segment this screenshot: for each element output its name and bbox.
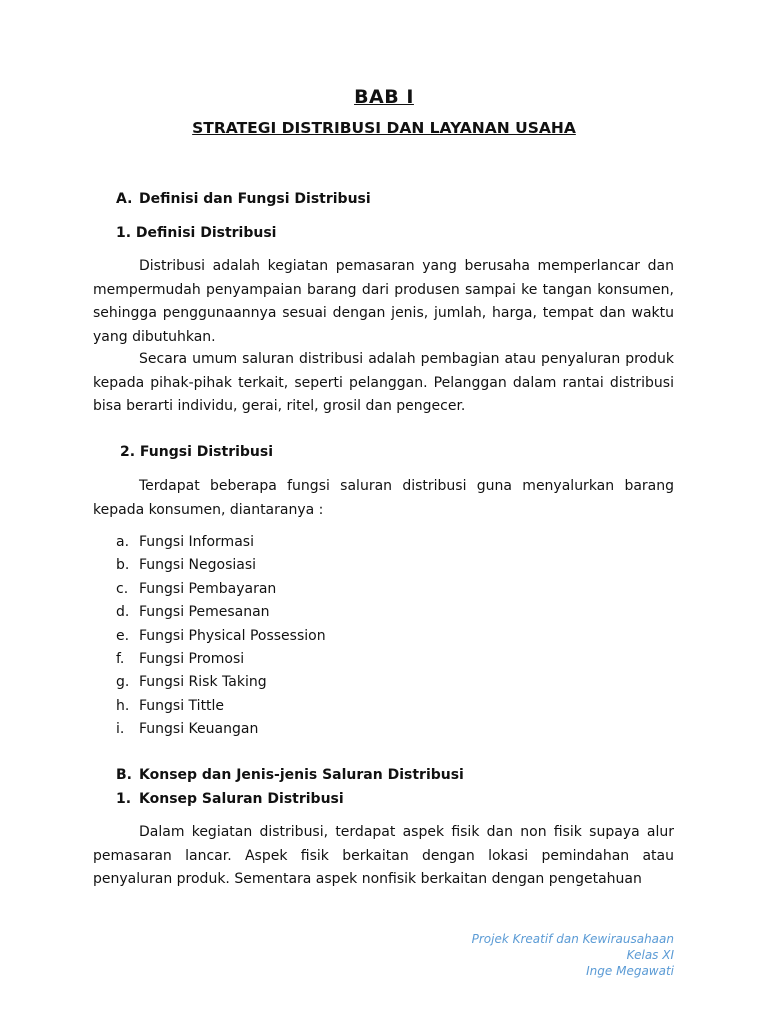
chapter-subtitle: STRATEGI DISTRIBUSI DAN LAYANAN USAHA — [192, 119, 576, 137]
subsection-a1-heading: 1. Definisi Distribusi — [116, 225, 277, 241]
list-item-letter: a. — [116, 534, 130, 550]
list-item-letter: h. — [116, 697, 130, 714]
list-item-letter: b. — [116, 557, 130, 574]
list-item-letter: d. — [116, 604, 130, 621]
section-b-marker: B. — [116, 767, 132, 783]
list-item-text: Fungsi Pemesanan — [139, 604, 270, 621]
page-footer — [472, 931, 674, 979]
list-item-text: Fungsi Tittle — [139, 697, 225, 714]
list-item-text: Fungsi Negosiasi — [139, 557, 257, 574]
list-item-text: Fungsi Risk Taking — [139, 674, 267, 691]
subsection-a2-heading: 2. Fungsi Distribusi — [120, 444, 274, 460]
footer-class: Kelas XI — [626, 948, 674, 962]
list-item — [116, 554, 326, 577]
section-a-label: Definisi dan Fungsi Distribusi — [139, 191, 371, 207]
list-item — [116, 648, 326, 671]
list-item — [116, 625, 326, 648]
list-item-letter: g. — [116, 674, 130, 691]
subsection-b1-label: Konsep Saluran Distribusi — [139, 791, 344, 807]
subsection-b1-heading — [116, 791, 344, 807]
section-a-heading — [116, 191, 371, 207]
list-item-text: Fungsi Promosi — [139, 651, 245, 668]
subsection-b1-marker: 1. — [116, 791, 132, 807]
list-item — [116, 695, 326, 718]
list-item — [116, 601, 326, 624]
paragraph-definisi-2: Secara umum saluran distribusi adalah pembagian atau penyaluran produk kepada pihak-pihak terkait, seperti pelanggan. Pelanggan dalam rantai distribusi bisa berarti individu, gerai, ritel, grosil dan pengecer. — [93, 351, 674, 414]
section-b-heading — [116, 767, 464, 783]
list-item — [116, 531, 326, 554]
function-list — [116, 531, 326, 742]
list-item-letter: f. — [116, 651, 125, 668]
list-item-text: Fungsi Physical Possession — [139, 627, 326, 644]
list-item-text: Fungsi Pembayaran — [139, 580, 277, 597]
paragraph-konsep: Dalam kegiatan distribusi, terdapat aspek fisik dan non fisik supaya alur pemasaran lancar. Aspek fisik berkaitan dengan lokasi pemindahan atau penyaluran produk. Sementara aspek nonfisik berkaitan dengan pengetahuan — [93, 824, 674, 887]
section-b-label: Konsep dan Jenis-jenis Saluran Distribusi — [139, 767, 464, 783]
list-item-letter: c. — [116, 580, 129, 597]
chapter-title: BAB I — [354, 86, 414, 108]
paragraph-definisi-1: Distribusi adalah kegiatan pemasaran yang berusaha memperlancar dan mempermudah penyampaian barang dari produsen sampai ke tangan konsumen, sehingga penggunaannya sesuai dengan jenis, jumlah, harga, tempat dan waktu yang dibutuhkan. — [93, 258, 674, 345]
footer-course: Projek Kreatif dan Kewirausahaan — [471, 932, 674, 946]
list-item — [116, 718, 326, 741]
list-item — [116, 578, 326, 601]
list-item-text: Fungsi Informasi — [139, 534, 254, 550]
footer-author: Inge Megawati — [586, 964, 674, 978]
list-item-letter: e. — [116, 627, 130, 644]
list-item-text: Fungsi Keuangan — [139, 721, 259, 738]
list-item-letter: i. — [116, 721, 125, 738]
section-a-marker: A. — [116, 191, 133, 207]
paragraph-fungsi-intro: Terdapat beberapa fungsi saluran distribusi guna menyalurkan barang kepada konsumen, diantaranya : — [93, 478, 674, 518]
list-item — [116, 671, 326, 694]
